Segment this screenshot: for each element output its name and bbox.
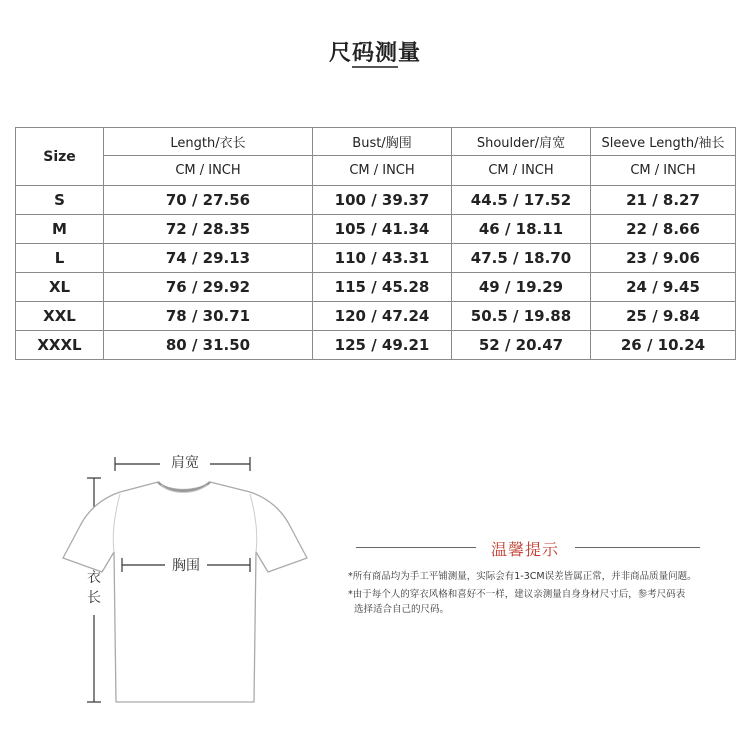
unit-label: CM / INCH bbox=[313, 156, 452, 186]
shoulder-cell: 52 / 20.47 bbox=[452, 331, 591, 360]
table-row bbox=[16, 186, 736, 215]
column-header-bust: Bust/胸围 bbox=[313, 128, 452, 156]
unit-label: CM / INCH bbox=[104, 156, 313, 186]
length-cell: 78 / 30.71 bbox=[104, 302, 313, 331]
sleeve-cell: 24 / 9.45 bbox=[591, 273, 736, 302]
sleeve-cell: 22 / 8.66 bbox=[591, 215, 736, 244]
size-header: Size bbox=[16, 128, 104, 186]
bust-cell: 125 / 49.21 bbox=[313, 331, 452, 360]
page-title: 尺码测量 bbox=[328, 41, 421, 66]
unit-row bbox=[16, 156, 736, 186]
size-cell: M bbox=[16, 215, 104, 244]
column-header-length: Length/衣长 bbox=[104, 128, 313, 156]
table-row bbox=[16, 244, 736, 273]
length-label bbox=[86, 568, 102, 608]
sleeve-cell: 21 / 8.27 bbox=[591, 186, 736, 215]
table-header-row bbox=[16, 128, 736, 156]
chest-label: 胸围 bbox=[170, 555, 202, 575]
sleeve-cell: 23 / 9.06 bbox=[591, 244, 736, 273]
shoulder-cell: 50.5 / 19.88 bbox=[452, 302, 591, 331]
shoulder-cell: 49 / 19.29 bbox=[452, 273, 591, 302]
length-cell: 70 / 27.56 bbox=[104, 186, 313, 215]
column-header-sleeve: Sleeve Length/袖长 bbox=[591, 128, 736, 156]
size-cell: L bbox=[16, 244, 104, 273]
size-cell: S bbox=[16, 186, 104, 215]
length-cell: 72 / 28.35 bbox=[104, 215, 313, 244]
column-header-shoulder: Shoulder/肩宽 bbox=[452, 128, 591, 156]
sleeve-cell: 26 / 10.24 bbox=[591, 331, 736, 360]
bust-cell: 100 / 39.37 bbox=[313, 186, 452, 215]
tshirt-diagram bbox=[0, 440, 330, 740]
bust-cell: 115 / 45.28 bbox=[313, 273, 452, 302]
length-cell: 76 / 29.92 bbox=[104, 273, 313, 302]
size-chart-table bbox=[15, 127, 736, 360]
shoulder-cell: 44.5 / 17.52 bbox=[452, 186, 591, 215]
tip-text-line: *由于每个人的穿衣风格和喜好不一样，建议亲测量自身身材尺寸后，参考尺码表 bbox=[348, 589, 686, 600]
size-cell: XL bbox=[16, 273, 104, 302]
title-underline bbox=[352, 66, 398, 68]
shoulder-cell: 46 / 18.11 bbox=[452, 215, 591, 244]
bust-cell: 110 / 43.31 bbox=[313, 244, 452, 273]
length-label-char: 长 bbox=[87, 590, 101, 606]
tshirt-illustration bbox=[0, 440, 330, 740]
length-cell: 74 / 29.13 bbox=[104, 244, 313, 273]
length-label-char: 衣 bbox=[87, 570, 101, 586]
shoulder-cell: 47.5 / 18.70 bbox=[452, 244, 591, 273]
tips-divider-left bbox=[356, 547, 476, 548]
tip-text: *所有商品均为手工平铺测量，实际会有1-3CM误差皆属正常，并非商品质量问题。 bbox=[348, 571, 697, 582]
tip-text-line: 选择适合自己的尺码。 bbox=[354, 604, 450, 615]
table-row bbox=[16, 331, 736, 360]
tip-text bbox=[348, 587, 728, 617]
unit-label: CM / INCH bbox=[591, 156, 736, 186]
sleeve-cell: 25 / 9.84 bbox=[591, 302, 736, 331]
shoulder-label: 肩宽 bbox=[171, 455, 199, 471]
bust-cell: 105 / 41.34 bbox=[313, 215, 452, 244]
bust-cell: 120 / 47.24 bbox=[313, 302, 452, 331]
tips-divider-right bbox=[575, 547, 700, 548]
table-row bbox=[16, 215, 736, 244]
unit-label: CM / INCH bbox=[452, 156, 591, 186]
table-row bbox=[16, 302, 736, 331]
table-row bbox=[16, 273, 736, 302]
length-cell: 80 / 31.50 bbox=[104, 331, 313, 360]
size-cell: XXL bbox=[16, 302, 104, 331]
size-cell: XXXL bbox=[16, 331, 104, 360]
tips-title: 温馨提示 bbox=[490, 540, 559, 559]
